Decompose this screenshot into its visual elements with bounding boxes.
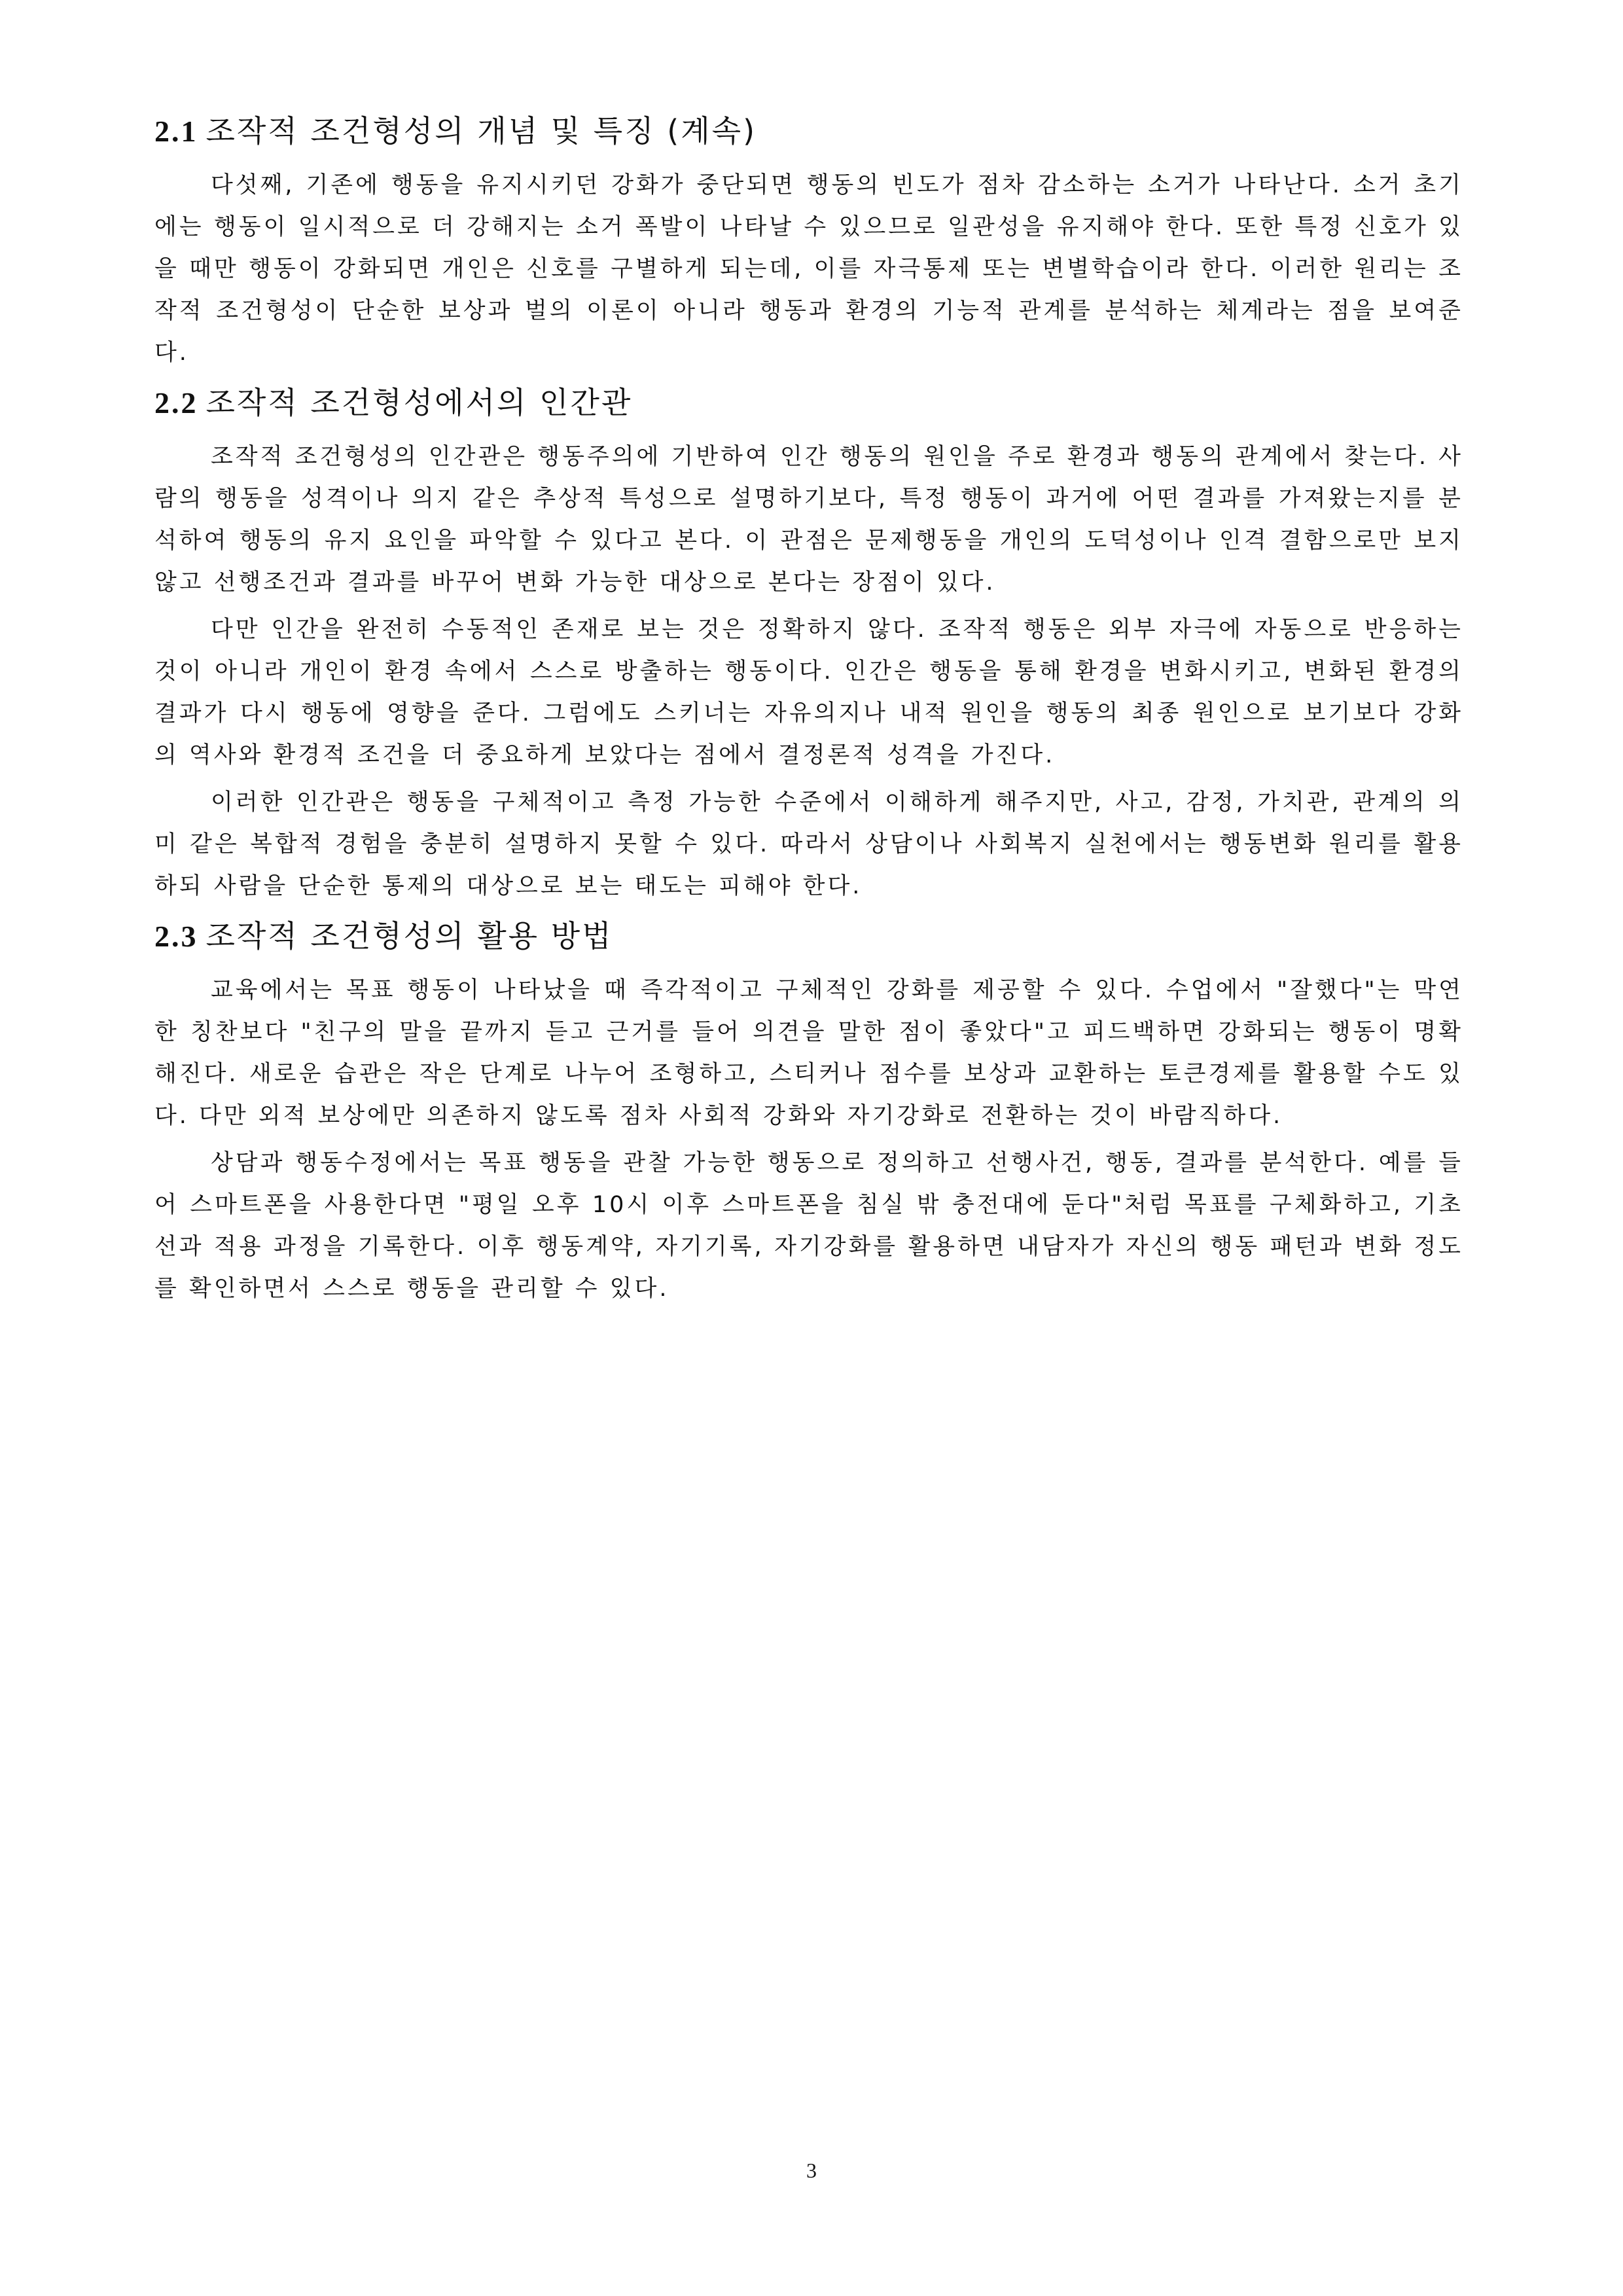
- section-title: 조작적 조건형성의 개념 및 특징 (계속): [205, 113, 757, 149]
- section-number: 2.2: [154, 386, 198, 420]
- section-title: 조작적 조건형성의 활용 방법: [205, 918, 613, 954]
- section-heading: [154, 110, 1463, 152]
- document-page: [154, 110, 1463, 1315]
- section-2-1: [154, 110, 1463, 374]
- paragraph: 다만 인간을 완전히 수동적인 존재로 보는 것은 정확하지 않다. 조작적 행동은 외부 자극에 자동으로 반응하는 것이 아니라 개인이 환경 속에서 스스로 방출하는 행동이다. 인간은 행동을 통해 환경을 변화시키고, 변화된 환경의 결과가 다시 행동에 영향을 준다. 그럼에도 스키너는 자유의지나 내적 원인을 행동의 최종 원인으로 보기보다 강화의 역사와 환경적 조건을 더 중요하게 보았다는 점에서 결정론적 성격을 가진다.: [154, 617, 1463, 768]
- paragraph: 교육에서는 목표 행동이 나타났을 때 즉각적이고 구체적인 강화를 제공할 수 있다. 수업에서 "잘했다"는 막연한 칭찬보다 "친구의 말을 끝까지 듣고 근거를 들어 의견을 말한 점이 좋았다"고 피드백하면 강화되는 행동이 명확해진다. 새로운 습관은 작은 단계로 나누어 조형하고, 스티커나 점수를 보상과 교환하는 토큰경제를 활용할 수도 있다. 다만 외적 보상에만 의존하지 않도록 점차 사회적 강화와 자기강화로 전환하는 것이 바람직하다.: [154, 977, 1463, 1129]
- section-heading: [154, 915, 1463, 958]
- section-number: 2.1: [154, 115, 198, 148]
- paragraph: 이러한 인간관은 행동을 구체적이고 측정 가능한 수준에서 이해하게 해주지만, 사고, 감정, 가치관, 관계의 의미 같은 복합적 경험을 충분히 설명하지 못할 수 있다. 따라서 상담이나 사회복지 실천에서는 행동변화 원리를 활용하되 사람을 단순한 통제의 대상으로 보는 태도는 피해야 한다.: [154, 789, 1463, 899]
- paragraph: 조작적 조건형성의 인간관은 행동주의에 기반하여 인간 행동의 원인을 주로 환경과 행동의 관계에서 찾는다. 사람의 행동을 성격이나 의지 같은 추상적 특성으로 설명하기보다, 특정 행동이 과거에 어떤 결과를 가져왔는지를 분석하여 행동의 유지 요인을 파악할 수 있다고 본다. 이 관점은 문제행동을 개인의 도덕성이나 인격 결함으로만 보지 않고 선행조건과 결과를 바꾸어 변화 가능한 대상으로 본다는 장점이 있다.: [154, 444, 1463, 596]
- paragraph: 상담과 행동수정에서는 목표 행동을 관찰 가능한 행동으로 정의하고 선행사건, 행동, 결과를 분석한다. 예를 들어 스마트폰을 사용한다면 "평일 오후 10시 이후 스마트폰을 침실 밖 충전대에 둔다"처럼 목표를 구체화하고, 기초선과 적용 과정을 기록한다. 이후 행동계약, 자기기록, 자기강화를 활용하면 내담자가 자신의 행동 패턴과 변화 정도를 확인하면서 스스로 행동을 관리할 수 있다.: [154, 1150, 1463, 1302]
- section-2-2: [154, 382, 1463, 907]
- section-2-3: [154, 915, 1463, 1310]
- section-number: 2.3: [154, 920, 198, 953]
- section-title: 조작적 조건형성에서의 인간관: [205, 385, 633, 420]
- section-heading: [154, 382, 1463, 424]
- page-number: 3: [806, 2159, 817, 2182]
- paragraph: 다섯째, 기존에 행동을 유지시키던 강화가 중단되면 행동의 빈도가 점차 감소하는 소거가 나타난다. 소거 초기에는 행동이 일시적으로 더 강해지는 소거 폭발이 나타날 수 있으므로 일관성을 유지해야 한다. 또한 특정 신호가 있을 때만 행동이 강화되면 개인은 신호를 구별하게 되는데, 이를 자극통제 또는 변별학습이라 한다. 이러한 원리는 조작적 조건형성이 단순한 보상과 벌의 이론이 아니라 행동과 환경의 기능적 관계를 분석하는 체계라는 점을 보여준다.: [154, 172, 1463, 366]
